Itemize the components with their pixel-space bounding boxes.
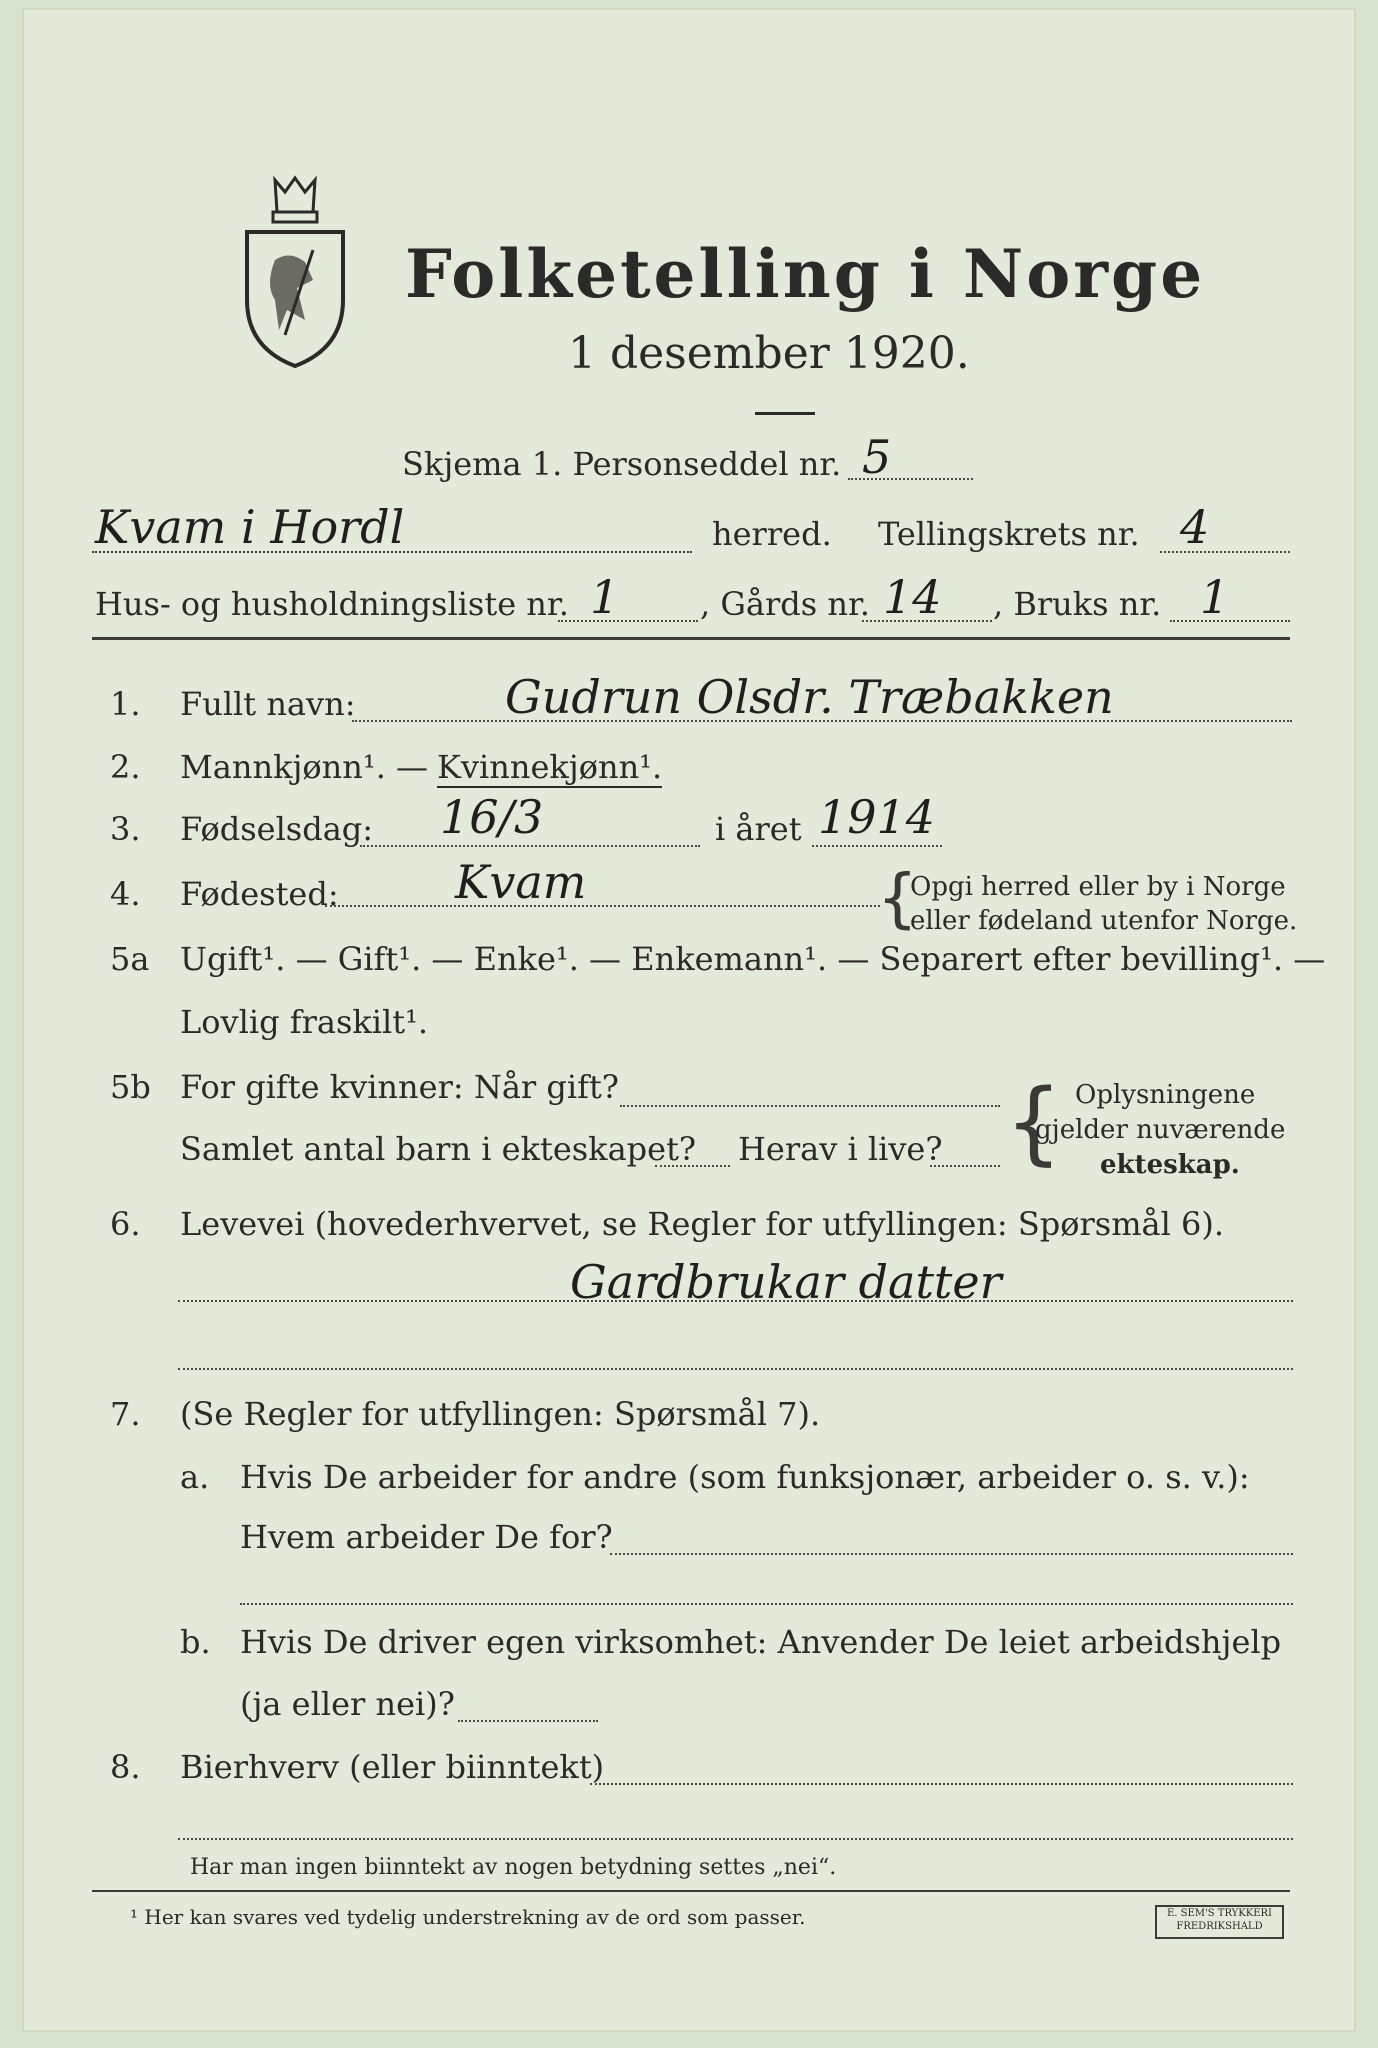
hus-label: Hus- og husholdningsliste nr.: [95, 585, 569, 623]
q1-number: 1.: [110, 685, 141, 723]
q5b-note-line1: Oplysningene: [1075, 1080, 1256, 1110]
gaards-nr-line: [862, 620, 992, 622]
bruks-nr-line: [1170, 620, 1290, 622]
q5b-brace: {: [1005, 1070, 1063, 1175]
q4-label: Fødested:: [180, 875, 339, 913]
q7b-label: Hvis De driver egen virksomhet: Anvender De leiet arbeidshjelp: [240, 1623, 1282, 1661]
birthplace-line: [325, 905, 880, 907]
children-alive-line: [930, 1165, 1000, 1167]
q6-label: Levevei (hovederhvervet, se Regler for utfyllingen: Spørsmål 6).: [180, 1205, 1225, 1243]
footnote-divider: [92, 1890, 1290, 1892]
q4-note-line2: eller fødeland utenfor Norge.: [910, 906, 1298, 936]
gaards-label: , Gårds nr.: [700, 585, 870, 623]
q6-number: 6.: [110, 1205, 141, 1243]
no-income-note: Har man ingen biinntekt av nogen betydning settes „nei“.: [190, 1855, 837, 1880]
footnote: ¹ Her kan svares ved tydelig understrekning av de ord som passer.: [130, 1905, 806, 1929]
q2-number: 2.: [110, 748, 141, 786]
children-count-line: [655, 1165, 730, 1167]
q5b-married-when-label: For gifte kvinner: Når gift?: [180, 1068, 619, 1106]
q7-label: (Se Regler for utfyllingen: Spørsmål 7).: [180, 1395, 821, 1433]
herred-label: herred.: [712, 515, 832, 553]
employer-line-1: [610, 1553, 1293, 1555]
printer-stamp: [1155, 1905, 1284, 1939]
hus-nr-value[interactable]: 1: [590, 570, 620, 624]
bruks-label: , Bruks nr.: [993, 585, 1162, 623]
header-divider: [92, 637, 1290, 640]
birthplace-value[interactable]: Kvam: [455, 855, 587, 909]
herred-value[interactable]: Kvam i Hordl: [95, 500, 405, 554]
q5b-note-line2: gjelder nuværende: [1035, 1115, 1286, 1145]
hus-nr-line: [558, 620, 698, 622]
tellingskrets-nr-value[interactable]: 4: [1180, 500, 1210, 554]
hired-help-line: [458, 1720, 598, 1722]
birth-date-value[interactable]: 16/3: [440, 790, 544, 844]
q4-brace: {: [877, 862, 918, 936]
married-when-line: [620, 1105, 1000, 1107]
skjema-label: Skjema 1. Personseddel nr.: [402, 445, 842, 483]
birth-date-line: [360, 845, 700, 847]
q7-number: 7.: [110, 1395, 141, 1433]
q3-label: Fødselsdag:: [180, 810, 374, 848]
birth-year-value[interactable]: 1914: [818, 790, 936, 844]
side-income-line-2: [178, 1838, 1293, 1840]
marital-status-divorced-option[interactable]: Lovlig fraskilt¹.: [180, 1003, 429, 1041]
q7b-yes-no-label: (ja eller nei)?: [240, 1685, 455, 1723]
q1-label: Fullt navn:: [180, 685, 356, 723]
q5b-children-label: Samlet antal barn i ekteskapet?: [180, 1130, 697, 1168]
census-date: 1 desember 1920.: [568, 328, 970, 379]
title-divider: [755, 412, 815, 415]
q5a-number: 5a: [110, 940, 150, 978]
q4-number: 4.: [110, 875, 141, 913]
q7a-employer-label: Hvem arbeider De for?: [240, 1518, 613, 1556]
full-name-value[interactable]: Gudrun Olsdr. Træbakken: [505, 670, 1114, 724]
full-name-line: [352, 720, 1292, 722]
printer-stamp-text: E. SEM'S TRYKKERI FREDRIKSHALD: [1166, 1908, 1273, 1932]
employer-line-2: [240, 1603, 1293, 1605]
herred-line: [92, 551, 692, 553]
q7a-letter: a.: [180, 1458, 210, 1496]
birth-year-line: [812, 845, 942, 847]
personseddel-nr-line: [848, 478, 973, 480]
q7b-letter: b.: [180, 1623, 211, 1661]
gender-female-option[interactable]: Kvinnekjønn¹.: [437, 748, 663, 786]
q3-year-label: i året: [715, 810, 802, 848]
q8-number: 8.: [110, 1748, 141, 1786]
q4-note-line1: Opgi herred eller by i Norge: [910, 872, 1286, 902]
bruks-nr-value[interactable]: 1: [1200, 570, 1230, 624]
marital-status-options[interactable]: Ugift¹. — Gift¹. — Enke¹. — Enkemann¹. — Separert efter bevilling¹. —: [180, 940, 1326, 978]
occupation-value[interactable]: Gardbrukar datter: [570, 1255, 1002, 1309]
gaards-nr-value[interactable]: 14: [883, 570, 942, 624]
form-title: Folketelling i Norge: [405, 235, 1206, 313]
q3-number: 3.: [110, 810, 141, 848]
q5b-number: 5b: [110, 1068, 151, 1106]
occupation-line-2: [178, 1368, 1293, 1370]
tellingskrets-label: Tellingskrets nr.: [878, 515, 1140, 553]
q8-label: Bierhverv (eller biinntekt): [180, 1748, 605, 1786]
gender-male-option[interactable]: Mannkjønn¹. —: [180, 748, 429, 786]
norway-coat-of-arms-icon: [235, 170, 355, 370]
personseddel-nr-value[interactable]: 5: [862, 430, 892, 484]
occupation-line-1: [178, 1300, 1293, 1302]
side-income-line-1: [590, 1783, 1293, 1785]
q5b-alive-label: Herav i live?: [738, 1130, 943, 1168]
tellingskrets-line: [1160, 551, 1290, 553]
q7a-label: Hvis De arbeider for andre (som funksjonær, arbeider o. s. v.):: [240, 1458, 1250, 1496]
q5b-note-line3: ekteskap.: [1100, 1150, 1240, 1180]
